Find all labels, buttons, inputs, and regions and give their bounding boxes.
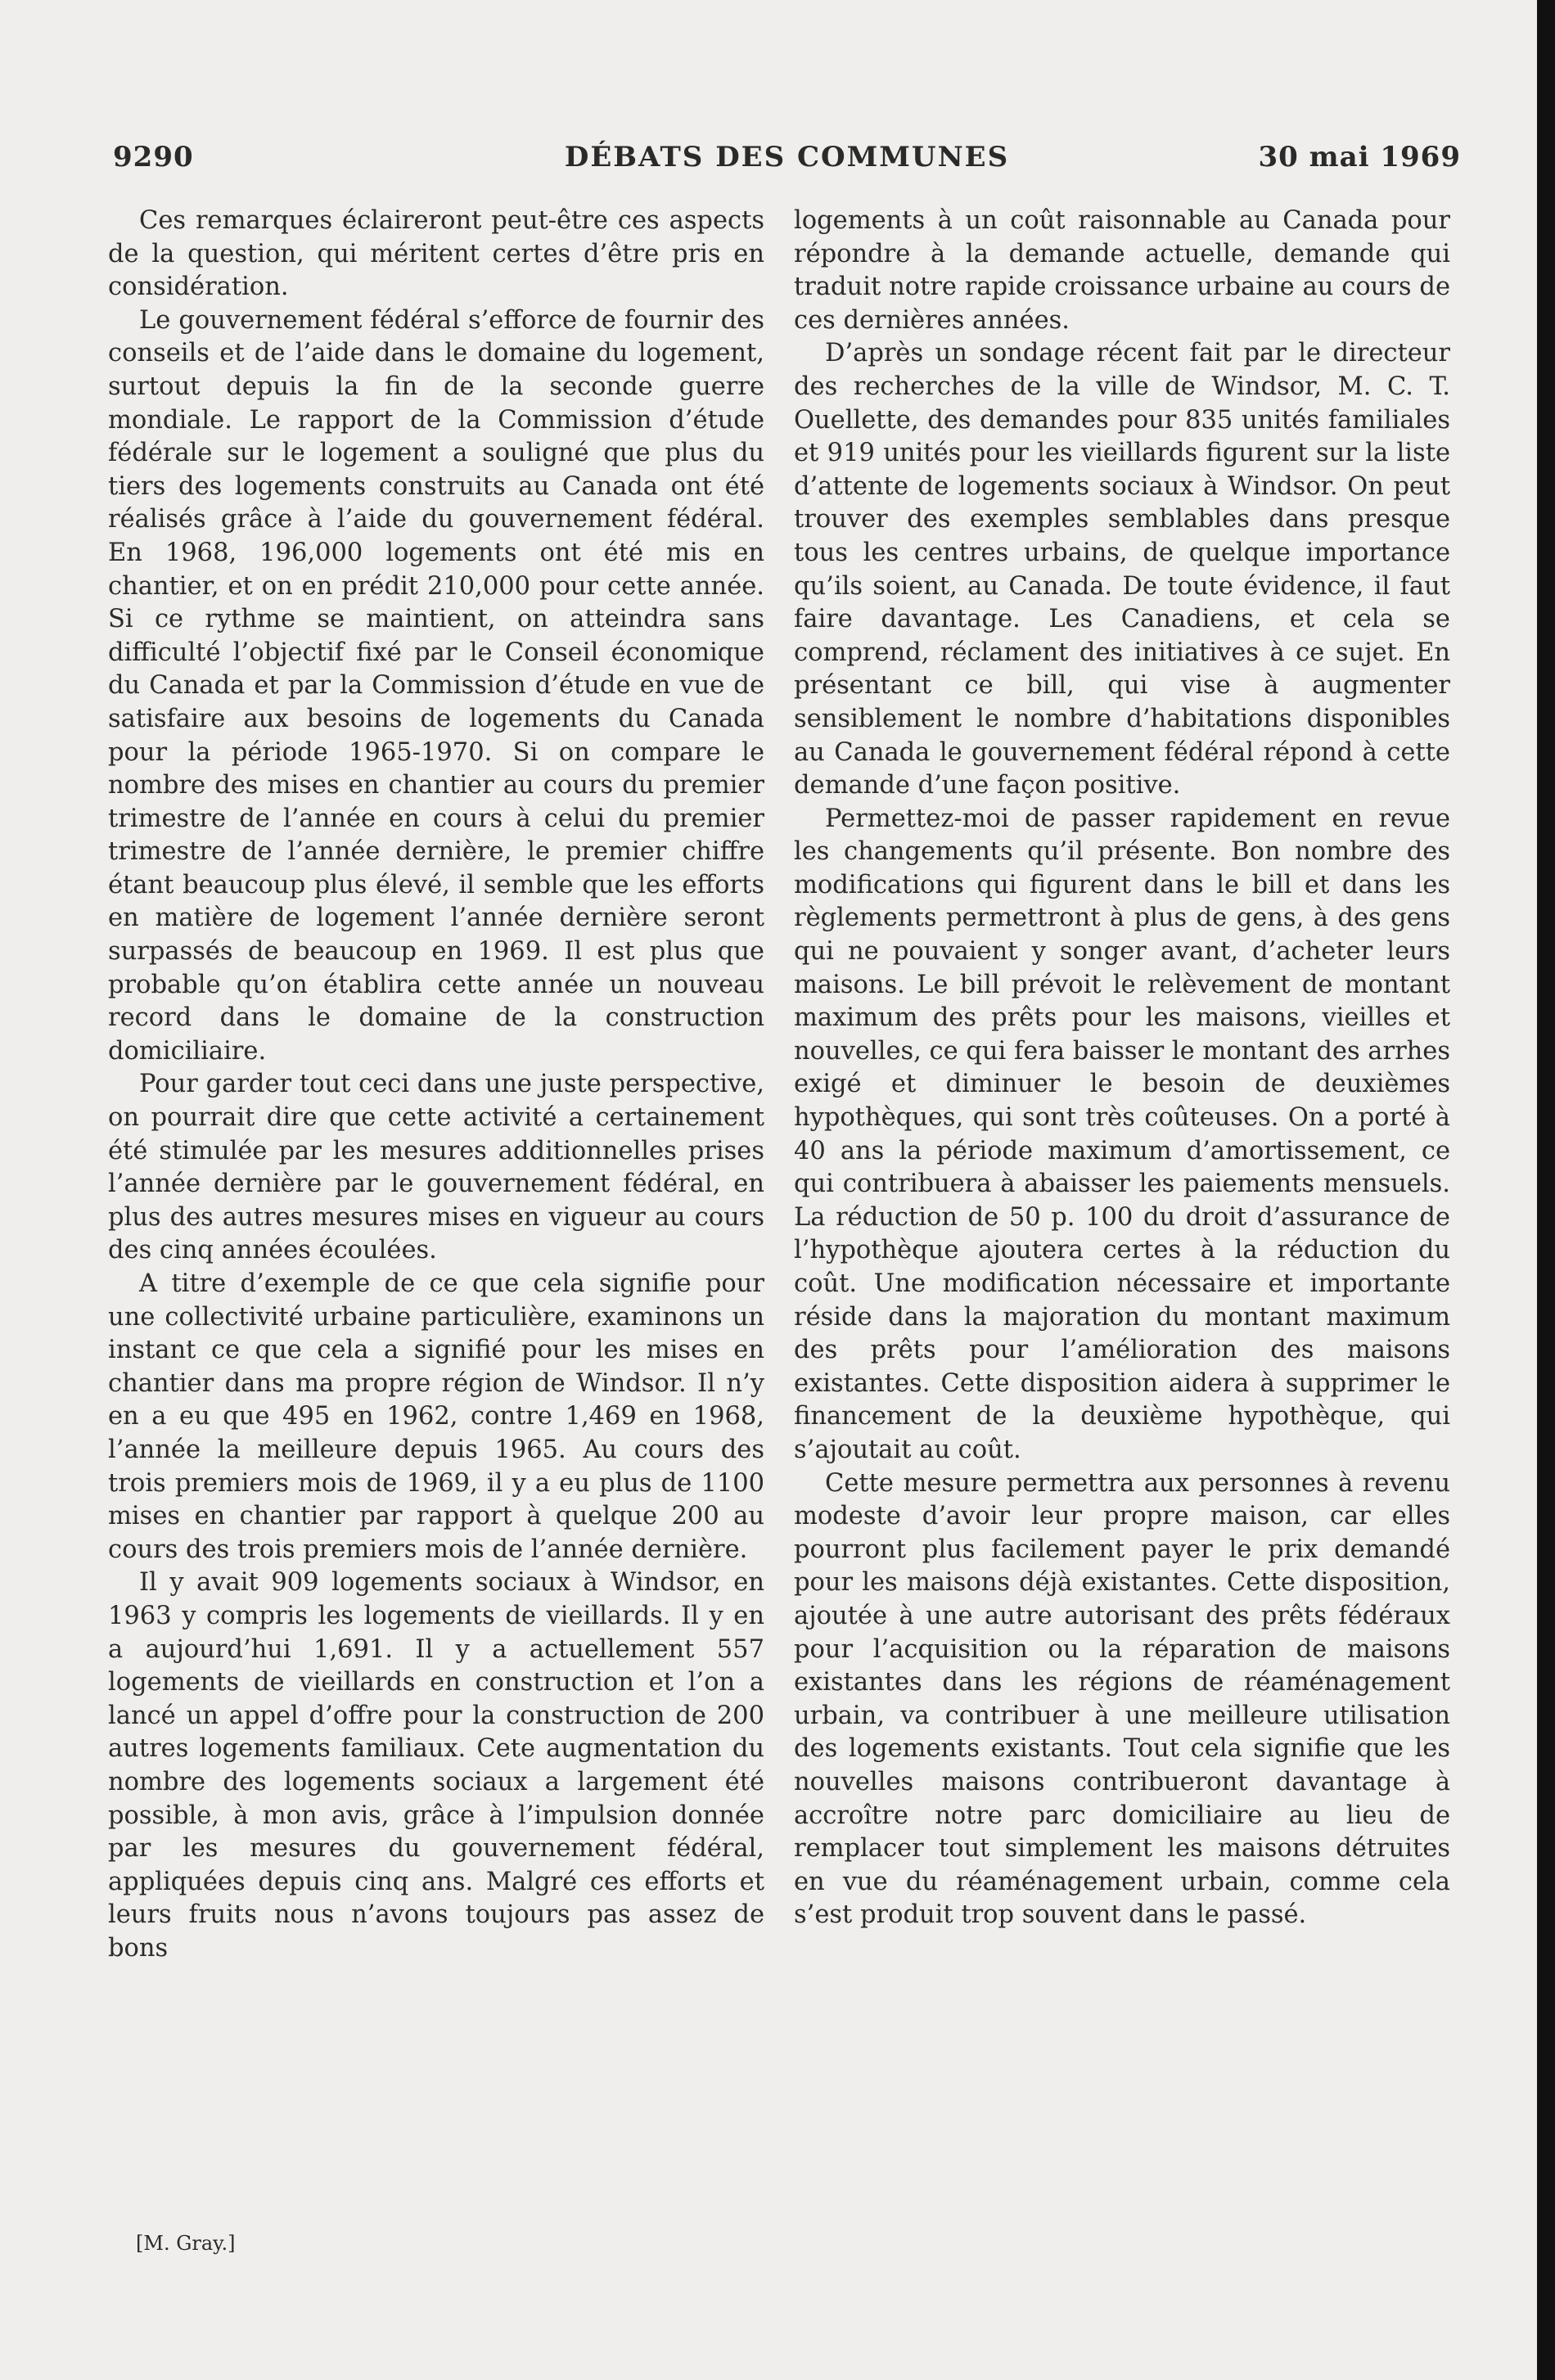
paragraph: Cette mesure permettra aux personnes à revenu modeste d’avoir leur propre maison, car elles pourront plus facilement payer le prix demandé pour les maisons déjà existantes. Cette disposition, ajoutée à une autre autorisant des prêts fédéraux pour l’acquisition ou la réparation de maisons existantes dans les régions de réaménagement urbain, va contribuer à une meilleure utilisation des logements existants. Tout cela signifie que les nouvelles maisons contribueront davantage à accroître notre parc domiciliaire au lieu de remplacer tout simplement les maisons détruites en vue du réaménagement urbain, comme cela s’est produit trop souvent dans le passé. [794, 1468, 1450, 1930]
paragraph: Pour garder tout ceci dans une juste perspective, on pourrait dire que cette activité a certainement été stimulée par les mesures additionnelles prises l’année dernière par le gouvernement fédéral, en plus des autres mesures mises en vigueur au cours des cinq années écoulées. [108, 1070, 764, 1265]
paragraph: Permettez-moi de passer rapidement en revue les changements qu’il présente. Bon nombre des modifications qui figurent dans le bill et dans les règlements permettront à plus de gens, à des gens qui ne pouvaient y songer avant, d’acheter leurs maisons. Le bill prévoit le relèvement de montant maximum des prêts pour les maisons, vieilles et nouvelles, ce qui fera baisser le montant des arrhes exigé et diminuer le besoin de deuxièmes hypothèques, qui sont très coûteuses. On a porté à 40 ans la période maximum d’amortissement, ce qui contribuera à abaisser les paiements mensuels. La réduction de 50 p. 100 du droit d’assurance de l’hypothèque ajoutera certes à la réduction du coût. Une modification nécessaire et importante réside dans la majoration du montant maximum des prêts pour l’amélioration des maisons existantes. Cette disposition aidera à supprimer le financement de la deuxième hypothèque, qui s’ajoutait au coût. [794, 804, 1450, 1464]
right-column [794, 205, 1450, 1932]
paragraph: Le gouvernement fédéral s’efforce de fournir des conseils et de l’aide dans le domaine du logement, surtout depuis la fin de la seconde guerre mondiale. Le rapport de la Commission d’étude fédérale sur le logement a souligné que plus du tiers des logements construits au Canada ont été réalisés grâce à l’aide du gouvernement fédéral. En 1968, 196,000 logements ont été mis en chantier, et on en prédit 210,000 pour cette année. Si ce rythme se maintient, on atteindra sans difficulté l’objectif fixé par le Conseil économique du Canada et par la Commission d’étude en vue de satisfaire aux besoins de logements du Canada pour la période 1965-1970. Si on compare le nombre des mises en chantier au cours du premier trimestre de l’année en cours à celui du premier trimestre de l’année dernière, le premier chiffre étant beaucoup plus élevé, il semble que les efforts en matière de logement l’année dernière seront surpassés de beaucoup en 1969. Il est plus que probable qu’on établira cette année un nouveau record dans le domaine de la construction domiciliaire. [108, 305, 764, 1066]
left-column [108, 205, 764, 1965]
page-date: 30 mai 1969 [1258, 141, 1461, 174]
paragraph: logements à un coût raisonnable au Canada pour répondre à la demande actuelle, demande qui traduit notre rapide croissance urbaine au cours de ces dernières années. [794, 206, 1450, 335]
paragraph: Il y avait 909 logements sociaux à Windsor, en 1963 y compris les logements de vieillards. Il y en a aujourd’hui 1,691. Il y a actuellement 557 logements de vieillards en construction et l’on a lancé un appel d’offre pour la construction de 200 autres logements familiaux. Cete augmentation du nombre des logements sociaux a largement été possible, à mon avis, grâce à l’impulsion donnée par les mesures du gouvernement fédéral, appliquées depuis cinq ans. Malgré ces efforts et leurs fruits nous n’avons toujours pas assez de bons [108, 1568, 764, 1963]
page-header [113, 141, 1461, 180]
paragraph: Ces remarques éclaireront peut-être ces aspects de la question, qui méritent certes d’être pris en considération. [108, 206, 764, 302]
speaker-tag: [M. Gray.] [136, 2232, 236, 2255]
paragraph: A titre d’exemple de ce que cela signifie pour une collectivité urbaine particulière, examinons un instant ce que cela a signifié pour les mises en chantier dans ma propre région de Windsor. Il n’y en a eu que 495 en 1962, contre 1,469 en 1968, l’année la meilleure depuis 1965. Au cours des trois premiers mois de 1969, il y a eu plus de 1100 mises en chantier par rapport à quelque 200 au cours des trois premiers mois de l’année dernière. [108, 1269, 764, 1564]
journal-title: DÉBATS DES COMMUNES [564, 141, 1010, 174]
scan-edge [1537, 0, 1555, 2380]
paragraph: D’après un sondage récent fait par le directeur des recherches de la ville de Windsor, M. C. T. Ouellette, des demandes pour 835 unités familiales et 919 unités pour les vieillards figurent sur la liste d’attente de logements sociaux à Windsor. On peut trouver des exemples semblables dans presque tous les centres urbains, de quelque importance qu’ils soient, au Canada. De toute évidence, il faut faire davantage. Les Canadiens, et cela se comprend, réclament des initiatives à ce sujet. En présentant ce bill, qui vise à augmenter sensiblement le nombre d’habitations disponibles au Canada le gouvernement fédéral répond à cette demande d’une façon positive. [794, 339, 1450, 800]
page-number: 9290 [113, 141, 194, 174]
